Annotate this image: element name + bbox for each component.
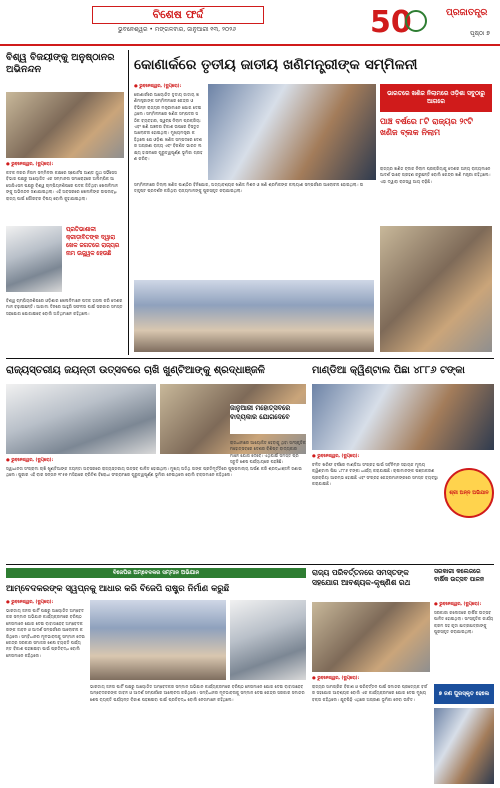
story7-sub: ୭ ଜଣ ପୁରସ୍କୃତ ହେଲେ: [434, 684, 494, 704]
banner-body: ଭାରତୀୟ ଜନତା ପାର୍ଟି ପକ୍ଷରୁ ଆୟୋଜିତ ଅମ୍ବେଦକର ସମ୍ମାନ ଅଭିଯାନ କାର୍ଯ୍ୟକ୍ରମରେ ବରିଷ୍ଠ ନେତାମାନେ ଯୋଗ ଦେଇ ବାବାସାହେବ ଅମ୍ବେଦକରଙ୍କ ଜୀବନ ଓ ଆଦର୍ଶ ସମ୍ପର୍କରେ ଆଲୋଚନା କରିଥିଲେ। ସମ୍ବିଧାନର ମୂଳଭାବନାକୁ ସମ୍ମାନ ଦେଇ କେନ୍ଦ୍ର ସରକାର ସମାଜର ଶେଷ ବ୍ୟକ୍ତି ପର୍ଯ୍ୟନ୍ତ ବିକାଶ ପହଞ୍ଚାଇବା ପାଇଁ ପ୍ରତିବଦ୍ଧ ବୋଲି ନେତାମାନେ କହିଥିଲେ।: [6, 608, 85, 658]
column-rule: [128, 50, 129, 355]
section-rule: [6, 358, 494, 359]
banner-body-continued: ଭାରତୀୟ ଜନତା ପାର୍ଟି ପକ୍ଷରୁ ଆୟୋଜିତ ଅମ୍ବେଦକର ସମ୍ମାନ ଅଭିଯାନ କାର୍ଯ୍ୟକ୍ରମରେ ବରିଷ୍ଠ ନେତାମାନେ ଯୋଗ ଦେଇ ବାବାସାହେବ ଅମ୍ବେଦକରଙ୍କ ଜୀବନ ଓ ଆଦର୍ଶ ସମ୍ପର୍କରେ ଆଲୋଚନା କରିଥିଲେ। ସମ୍ବିଧାନର ମୂଳଭାବନାକୁ ସମ୍ମାନ ଦେଇ କେନ୍ଦ୍ର ସରକାର ସମାଜର ଶେଷ ବ୍ୟକ୍ତି ପର୍ଯ୍ୟନ୍ତ ବିକାଶ ପହଞ୍ଚାଇବା ପାଇଁ ପ୍ରତିବଦ୍ଧ ବୋଲି ନେତାମାନେ କହିଥିଲେ।: [90, 684, 305, 702]
story7-photo: [434, 708, 494, 784]
story5-badge: ଶ୍ରୀ ଅନ୍ନ ଅଭିଯାନ: [444, 468, 494, 518]
story2-stat: ପାଞ୍ଚ ବର୍ଷରେ ୮ଟି ରାଜ୍ୟର ୨୯ଟି ଖଣିଜ ବ୍ଲକ ନିଲାମ: [380, 117, 473, 137]
story1-body2: ବିଶ୍ୱ ଚାମ୍ପିୟନଶିପରେ ଓଡ଼ିଶାର ଖେଳାଳିମାନେ ପଦକ ହାସଲ କରି ଦେଶର ମାନ ବଢ଼ାଇଛନ୍ତି। ଆଗାମୀ ଦିନରେ ଆହୁରି ସଫଳତା ପାଇଁ ସରକାର ସମସ୍ତ ସହଯୋଗ ଯୋଗାଇବେ ବୋଲି ଅତିଥିମାନେ କହିଥିଲେ।: [6, 298, 123, 316]
story7-headline: ସରକାରୀ କଲେଜରେ ବାର୍ଷିକ ଉତ୍ସବ ପାଳନ: [434, 568, 485, 583]
anniversary-number: 50: [370, 5, 412, 38]
story5-body: ଚଳିତ ଖରିଫ ବର୍ଷରେ ମାଣ୍ଡିଆ ସଂଗ୍ରହ ପାଇଁ ସର୍ବନିମ୍ନ ସହାୟକ ମୂଲ୍ୟ କ୍ୱିଣ୍ଟାଲ ପିଛା ୪୮୮୬ ଟଙ୍କା ଧାର୍ଯ୍ୟ କରାଯାଇଛି। ଚାଷୀମାନଙ୍କ ପଞ୍ଜୀକରଣ ପ୍ରକ୍ରିୟା ଆରମ୍ଭ ହୋଇଛି ଏବଂ ସଂଗ୍ରହ କେନ୍ଦ୍ରମାନଙ୍କରେ ସମସ୍ତ ବ୍ୟବସ୍ଥା କରାଯାଇଛି।: [312, 462, 438, 487]
story3-photo: [6, 384, 156, 454]
story2-headline: କୋଣାର୍କରେ ତୃତୀୟ ଜାତୀୟ ଖଣିମନ୍ତ୍ରୀଙ୍କ ସମ୍ମିଳନୀ: [134, 57, 418, 73]
story2-body: କୋଣାର୍କରେ ଆୟୋଜିତ ତୃତୀୟ ଜାତୀୟ ଖଣିମନ୍ତ୍ରୀଙ୍କ ସମ୍ମିଳନୀରେ କେନ୍ଦ୍ର ଓ ବିଭିନ୍ନ ରାଜ୍ୟର ମନ୍ତ୍ରୀମାନେ ଯୋଗ ଦେଇଥିଲେ। ସମ୍ମିଳନୀରେ ଖଣିଜ ସମ୍ପଦର ସଠିକ ବ୍ୟବହାର, ସ୍ୱଚ୍ଛ ନିଲାମ ପ୍ରକ୍ରିୟା ଏବଂ ଖଣି ଅଞ୍ଚଳର ବିକାଶ ଉପରେ ବିସ୍ତୃତ ଆଲୋଚନା ହୋଇଥିଲା। ମୁଖ୍ୟମନ୍ତ୍ରୀ କହିଥିଲେ ଯେ ଓଡ଼ିଶା ଖଣିଜ ସମ୍ପଦରେ ଦେଶର ଅଗ୍ରଣୀ ରାଜ୍ୟ ଏବଂ ବିକଶିତ ଭାରତ ଲକ୍ଷ୍ୟ ହାସଲରେ ଗୁରୁତ୍ୱପୂର୍ଣ୍ଣ ଭୂମିକା ଗ୍ରହଣ କରିବ।: [134, 92, 203, 162]
story7-byline: ● ଭୁବନେଶ୍ୱର, (ବ୍ୟୁରୋ):: [434, 602, 482, 607]
story2-photo-hall: [134, 280, 374, 352]
story1-headline: ବିଶ୍ୱ ବିଜୟୀଙ୍କୁ ଅନୁଷ୍ଠାନର ଅଭିନନ୍ଦନ: [6, 52, 115, 75]
story3-headline: ରାଜ୍ୟସ୍ତରୀୟ ଜୟନ୍ତୀ ଉତ୍ସବରେ ଚାଖି ଖୁଣ୍ଟିଆଙ୍କୁ ଶ୍ରଦ୍ଧାଞ୍ଜଳି: [6, 365, 266, 376]
story5-photo: [312, 384, 494, 450]
dateline: ଭୁବନେଶ୍ୱର • ମଙ୍ଗଳବାର, ଜାନୁଆରୀ ୧୩, ୨୦୨୬: [118, 26, 237, 33]
section-rule-2: [6, 564, 494, 565]
page-number: ପୃଷ୍ଠା ୭: [470, 30, 490, 37]
story2-photo-side: [380, 226, 492, 352]
brand-name: ପ୍ରଜାତନ୍ତ୍ର: [446, 8, 488, 18]
story1-byline: ● ଭୁବନେଶ୍ୱର, (ବ୍ୟୁରୋ):: [6, 162, 54, 167]
anniversary-logo: [368, 4, 442, 38]
story1-photo: [6, 92, 124, 158]
story6-headline: ରାଜ୍ୟ ପରିବର୍ତ୍ତନରେ ସମସ୍ତଙ୍କ ସହଯୋଗ ଆବଶ୍ୟକ-କୃଷ୍ଣିଶ ରଥ: [312, 568, 411, 587]
story6-body: ରାଜ୍ୟର ସାମଗ୍ରିକ ବିକାଶ ଓ ପରିବର୍ତ୍ତନ ପାଇଁ ସମାଜର ପ୍ରତ୍ୟେକ ବର୍ଗର ସହଯୋଗ ଆବଶ୍ୟକ ବୋଲି ଏକ କାର୍ଯ୍ୟକ୍ରମରେ ଯୋଗ ଦେଇ ମୁଖ୍ୟ ବକ୍ତା କହିଥିଲେ। ଯୁବପିଢ଼ି ଏଥିରେ ଅଗ୍ରଣୀ ଭୂମିକା ନେବା ଉଚିତ।: [312, 684, 428, 702]
banner-photo: [90, 600, 226, 680]
story2-photo: [208, 84, 376, 180]
story5-headline: ମାଣ୍ଡିଆ କ୍ୱିଣ୍ଟାଲ ପିଛା ୪୮୮୬ ଟଙ୍କା: [312, 365, 465, 376]
story3-byline: ● ଭୁବନେଶ୍ୱର, (ବ୍ୟୁରୋ):: [6, 458, 54, 463]
story1-quote: ପ୍ରତିଭାଶାଳୀ କ୍ରୀଡ଼ାବିତଙ୍କ ଦ୍ୱାରା ଖେଳ ଜଗତରେ ରାଜ୍ୟର ନାମ ଉଜ୍ଜ୍ୱଳ ହେଉଛି: [66, 227, 120, 257]
banner-kicker: ବିଜେପିର ଅମ୍ବେଦକର ସମ୍ମାନ ଅଭିଯାନ: [6, 568, 306, 578]
section-title: ବିଶେଷ ଫର୍ଦ୍ଦ: [92, 6, 264, 24]
story3-body: ସ୍ୱାଧୀନତା ସଂଗ୍ରାମୀ ଚାଖି ଖୁଣ୍ଟିଆଙ୍କ ଜୟନ୍ତୀ ଅବସରରେ ରାଜ୍ୟସ୍ତରୀୟ ଉତ୍ସବ ପାଳିତ ହୋଇଥିଲା। ମୁଖ୍ୟ ଅତିଥି ତାଙ୍କ ପ୍ରତିମୂର୍ତ୍ତିରେ ପୁଷ୍ପମାଲ୍ୟ ଅର୍ପଣ କରି ଶ୍ରଦ୍ଧାଞ୍ଜଳି ଜଣାଇଥିଲେ। ପୁରୀର ଏହି ବୀର ସନ୍ତାନ ୧୮୫୭ ମସିହାରେ ବ୍ରିଟିଶ ବିରୋଧୀ ସଂଗ୍ରାମରେ ଗୁରୁତ୍ୱପୂର୍ଣ୍ଣ ଭୂମିକା ନେଇଥିଲେ ବୋଲି ବକ୍ତାମାନେ କହିଥିଲେ।: [6, 466, 302, 478]
banner-headline: ଆମ୍ବେଦକରଙ୍କ ସ୍ୱପ୍ନକୁ ଆଧାର କରି ବିଜେପି ରାଷ୍ଟ୍ର ନିର୍ମାଣ କରୁଛି: [6, 584, 230, 594]
story7-body: ସରକାରୀ କଲେଜରେ ବାର୍ଷିକ ଉତ୍ସବ ପାଳିତ ହୋଇଥିଲା। ସାଂସ୍କୃତିକ କାର୍ଯ୍ୟକ୍ରମ ସହ କୃତୀ ଛାତ୍ରଛାତ୍ରୀଙ୍କୁ ପୁରସ୍କୃତ କରାଯାଇଥିଲା।: [434, 610, 494, 635]
story1-photo-small: [6, 226, 62, 292]
story4-body: ରାଜଧାନୀରେ ଆୟୋଜିତ ହେବାକୁ ଥିବା ସାଂସ୍କୃତିକ ମହୋତ୍ସବରେ ଦେଶର ବିଶିଷ୍ଟ ବାଦ୍ୟକାରମାନେ ଯୋଗ ଦେବେ। ଏଥିପାଇଁ ସମସ୍ତ ପ୍ରସ୍ତୁତି ଶେଷ ପର୍ଯ୍ୟାୟରେ ପହଞ୍ଚିଛି।: [230, 440, 306, 465]
story6-photo: [312, 602, 430, 672]
story2-byline: ● ଭୁବନେଶ୍ୱର, (ବ୍ୟୁରୋ):: [134, 84, 182, 89]
story2-sidebar-body: ରାଜ୍ୟର ଖଣିଜ ବ୍ଲକ ନିଲାମ ପ୍ରକ୍ରିୟାକୁ ଦେଶର ଅନ୍ୟ ରାଜ୍ୟମାନେ ଆଦର୍ଶ ଭାବେ ଗ୍ରହଣ କରୁଛନ୍ତି ବୋଲି କେନ୍ଦ୍ର ଖଣି ମନ୍ତ୍ରୀ କହିଥିଲେ। ଏହା ଦ୍ୱାରା ରାଜସ୍ୱ ଆୟ ବଢ଼ିଛି।: [380, 166, 491, 184]
story2-body2: ସମ୍ମିଳନୀରେ ଜିଲ୍ଲା ଖଣିଜ ପାଣ୍ଠିର ବିନିଯୋଗ, ଅତ୍ୟାବଶ୍ୟକ ଖଣିଜ ମିଶନ ଓ ଖଣି ଶ୍ରମିକଙ୍କ କଲ୍ୟାଣ ସମ୍ପର୍କରେ ଆଲୋଚନା ହୋଇଥିଲା। ଉତ୍କୃଷ୍ଟ ପ୍ରଦର୍ଶନ କରିଥିବା ରାଜ୍ୟମାନଙ୍କୁ ପୁରସ୍କୃତ କରାଯାଇଥିଲା।: [134, 182, 364, 194]
story5-byline: ● ଭୁବନେଶ୍ୱର, (ବ୍ୟୁରୋ):: [312, 454, 360, 459]
banner-byline: ● ଭୁବନେଶ୍ୱର, (ବ୍ୟୁରୋ):: [6, 600, 54, 605]
story2-sidebar-title: ଭାରତରେ ଖଣିଜ ନିଲାମରେ ଓଡ଼ିଶା ସବୁଠାରୁ ଆଗରେ: [380, 84, 492, 112]
story1-body: କଟକ ନଗର ନିଗମ ସମ୍ମିଳନୀ କକ୍ଷରେ ସ୍ପୋର୍ଟସ ଆଣ୍ଡ ୟୁଥ ସର୍ଭିସେସ ବିଭାଗ ପକ୍ଷରୁ ଆୟୋଜିତ ଏକ ସମ୍ମାନନା ସମାରୋହରେ ଅଲିମ୍ପିକ ଆସୋସିଏସନ ପକ୍ଷରୁ ବିଶ୍ୱ ଚାମ୍ପିୟନଶିପରେ ପଦକ ଜିତିଥିବା ଖେଳାଳିମାନଙ୍କୁ ଅଭିନନ୍ଦନ ଜଣାଯାଇଥିଲା। ଏହି ଅବସରରେ ଖେଳାଳିଙ୍କ ଉପଲବ୍ଧି ରାଜ୍ୟ ପାଇଁ ଗୌରବର ବିଷୟ ବୋଲି କୁହାଯାଇଥିଲା।: [6, 170, 119, 201]
story6-byline: ● ଭୁବନେଶ୍ୱର, (ବ୍ୟୁରୋ):: [312, 676, 360, 681]
story4-headline: ଜାନୁଆରୀ ମହୋତ୍ସବରେ ବାଦ୍ୟକାର ଯୋଗଦେବେ: [230, 404, 306, 434]
banner-photo-2: [230, 600, 306, 680]
